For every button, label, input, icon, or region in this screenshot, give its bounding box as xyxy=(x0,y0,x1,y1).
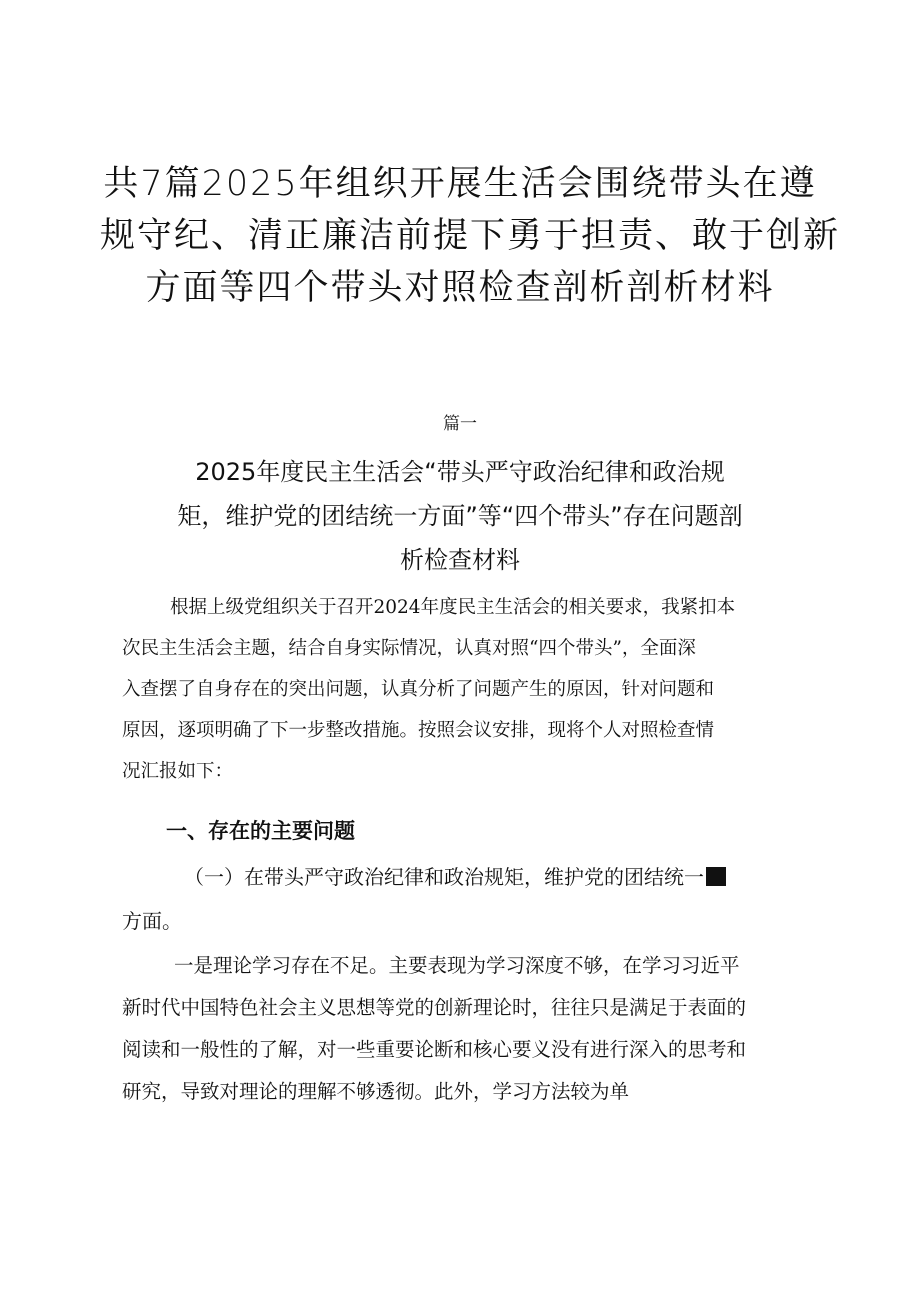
paragraph-line: 阅读和一般性的了解，对一些重要论断和核心要义没有进行深入的思考和 xyxy=(122,1038,747,1061)
intro-paragraph xyxy=(122,587,812,792)
title-line: 共7篇2025年组织开展生活会围绕带头在遵 xyxy=(103,164,817,204)
document-title xyxy=(100,158,841,314)
paragraph-line: 次民主生活会主题，结合自身实际情况，认真对照“四个带头”，全面深 xyxy=(122,638,696,659)
subsection-heading xyxy=(122,855,812,943)
paragraph-line: 原因，逐项明确了下一步整改措施。按照会议安排，现将个人对照检查情 xyxy=(122,720,715,741)
subtitle-line: 2025年度民主生活会“带头严守政治纪律和政治规 xyxy=(195,458,725,486)
paragraph-line: 一是理论学习存在不足。主要表现为学习深度不够，在学习习近平 xyxy=(174,954,740,977)
subtitle-line: 析检查材料 xyxy=(400,546,520,574)
redaction-block xyxy=(706,867,726,886)
title-line: 方面等四个带头对照检查剖析剖析材料 xyxy=(145,268,775,308)
section-subtitle xyxy=(150,450,770,582)
paragraph-line: 入查摆了自身存在的突出问题，认真分析了问题产生的原因，针对问题和 xyxy=(122,679,715,700)
title-line: 规守纪、清正廉洁前提下勇于担责、敢于创新 xyxy=(100,216,841,256)
part-label: 篇一 xyxy=(443,414,477,434)
paragraph-line: 根据上级党组织关于召开2024年度民主生活会的相关要求，我紧扣本 xyxy=(170,597,736,618)
section-heading: 一、存在的主要问题 xyxy=(166,819,355,843)
subsection-line-wrap xyxy=(122,855,812,899)
subtitle-line: 矩，维护党的团结统一方面”等“四个带头”存在问题剖 xyxy=(177,502,743,530)
subsection-line: （一）在带头严守政治纪律和政治规矩，维护党的团结统一 xyxy=(184,865,704,889)
paragraph-line: 况汇报如下： xyxy=(122,761,234,782)
paragraph-line: 研究，导致对理论的理解不够透彻。此外，学习方法较为单 xyxy=(122,1080,630,1103)
body-paragraph xyxy=(122,945,812,1113)
paragraph-line: 新时代中国特色社会主义思想等党的创新理论时，往往只是满足于表面的 xyxy=(122,996,747,1019)
subsection-line: 方面。 xyxy=(122,909,182,933)
